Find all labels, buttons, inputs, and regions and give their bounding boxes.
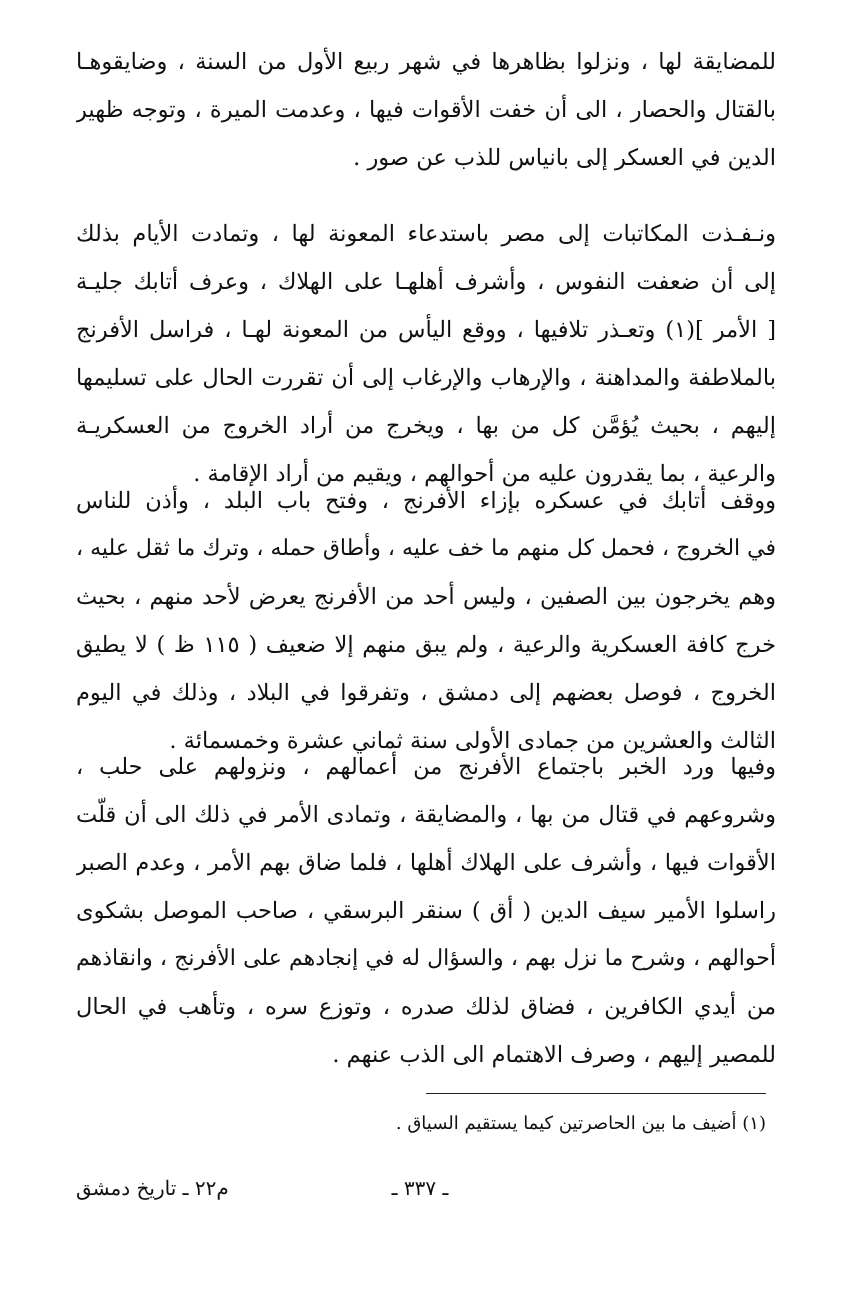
text-line: أحوالهم ، وشرح ما نزل بهم ، والسؤال له في إنجادهم على الأفرنج ، وانقاذهم xyxy=(76,946,776,971)
text-line: بالملاطفة والمداهنة ، والإرهاب والإرغاب إلى أن تقررت الحال على تسليمها xyxy=(76,365,776,391)
text-line: وهم يخرجون بين الصفين ، وليس أحد من الأفرنج يعرض لأحد منهم ، بحيث xyxy=(76,584,776,610)
text-line: [ الأمر ](١) وتعـذر تلافيها ، ووقع اليأس من المعونة لهـا ، فراسل الأفرنج xyxy=(76,317,776,343)
text-line: وشروعهم في قتال من بها ، والمضايقة ، وتمادى الأمر في ذلك الى أن قلّت xyxy=(76,802,776,828)
paragraph-3 xyxy=(76,477,776,765)
text-line: وفيها ورد الخبر باجتماع الأفرنج من أعمالهم ، ونزولهم على حلب ، xyxy=(76,754,776,780)
text-line: ووقف أتابك في عسكره بإزاء الأفرنج ، وفتح باب البلد ، وأذن للناس xyxy=(76,488,776,514)
text-line: الثالث والعشرين من جمادى الأولى سنة ثماني عشرة وخمسمائة . xyxy=(169,728,776,754)
text-line: في الخروج ، فحمل كل منهم ما خف عليه ، وأطاق حمله ، وترك ما ثقل عليه ، xyxy=(76,536,776,561)
paragraph-1 xyxy=(76,38,776,182)
text-line: بالقتال والحصار ، الى أن خفت الأقوات فيها ، وعدمت الميرة ، وتوجه ظهير xyxy=(76,97,776,123)
text-line: خرج كافة العسكرية والرعية ، ولم يبق منهم إلا ضعيف ( ١١٥ ظ ) لا يطيق xyxy=(76,632,776,658)
footnote-divider xyxy=(426,1093,766,1094)
text-line: الدين في العسكر إلى بانياس للذب عن صور . xyxy=(353,145,776,171)
text-line: والرعية ، بما يقدرون عليه من أحوالهم ، ويقيم من أراد الإقامة . xyxy=(193,461,776,487)
text-line: الخروج ، فوصل بعضهم إلى دمشق ، وتفرقوا في البلاد ، وذلك في اليوم xyxy=(76,680,776,706)
paragraph-4 xyxy=(76,743,776,1079)
text-line: إليهم ، بحيث يُؤمَّن كل من بها ، ويخرج من أراد الخروج من العسكريـة xyxy=(76,413,776,439)
paragraph-2 xyxy=(76,210,776,498)
text-line: الأقوات فيها ، وأشرف على الهلاك أهلها ، فلما ضاق بهم الأمر ، وعدم الصبر xyxy=(76,850,776,876)
text-line: راسلوا الأمير سيف الدين ( أق ) سنقر البرسقي ، صاحب الموصل بشكوى xyxy=(76,898,776,924)
text-line: للمصير إليهم ، وصرف الاهتمام الى الذب عنهم . xyxy=(332,1042,776,1068)
text-line: للمضايقة لها ، ونزلوا بظاهرها في شهر ربيع الأول من السنة ، وضايقوهـا xyxy=(76,49,776,75)
footnote: (١) أضيف ما بين الحاصرتين كيما يستقيم السياق . xyxy=(395,1113,766,1134)
text-line: من أيدي الكافرين ، فضاق لذلك صدره ، وتوزع سره ، وتأهب في الحال xyxy=(76,994,776,1020)
text-line: إلى أن ضعفت النفوس ، وأشرف أهلهـا على الهلاك ، وعرف أتابك جليـة xyxy=(76,269,776,295)
text-line: ونـفـذت المكاتبات إلى مصر باستدعاء المعونة لها ، وتمادت الأيام بذلك xyxy=(76,221,776,247)
signature-mark: م٢٢ ـ تاريخ دمشق xyxy=(76,1176,229,1200)
page-number: ـ ٣٣٧ ـ xyxy=(391,1176,449,1200)
